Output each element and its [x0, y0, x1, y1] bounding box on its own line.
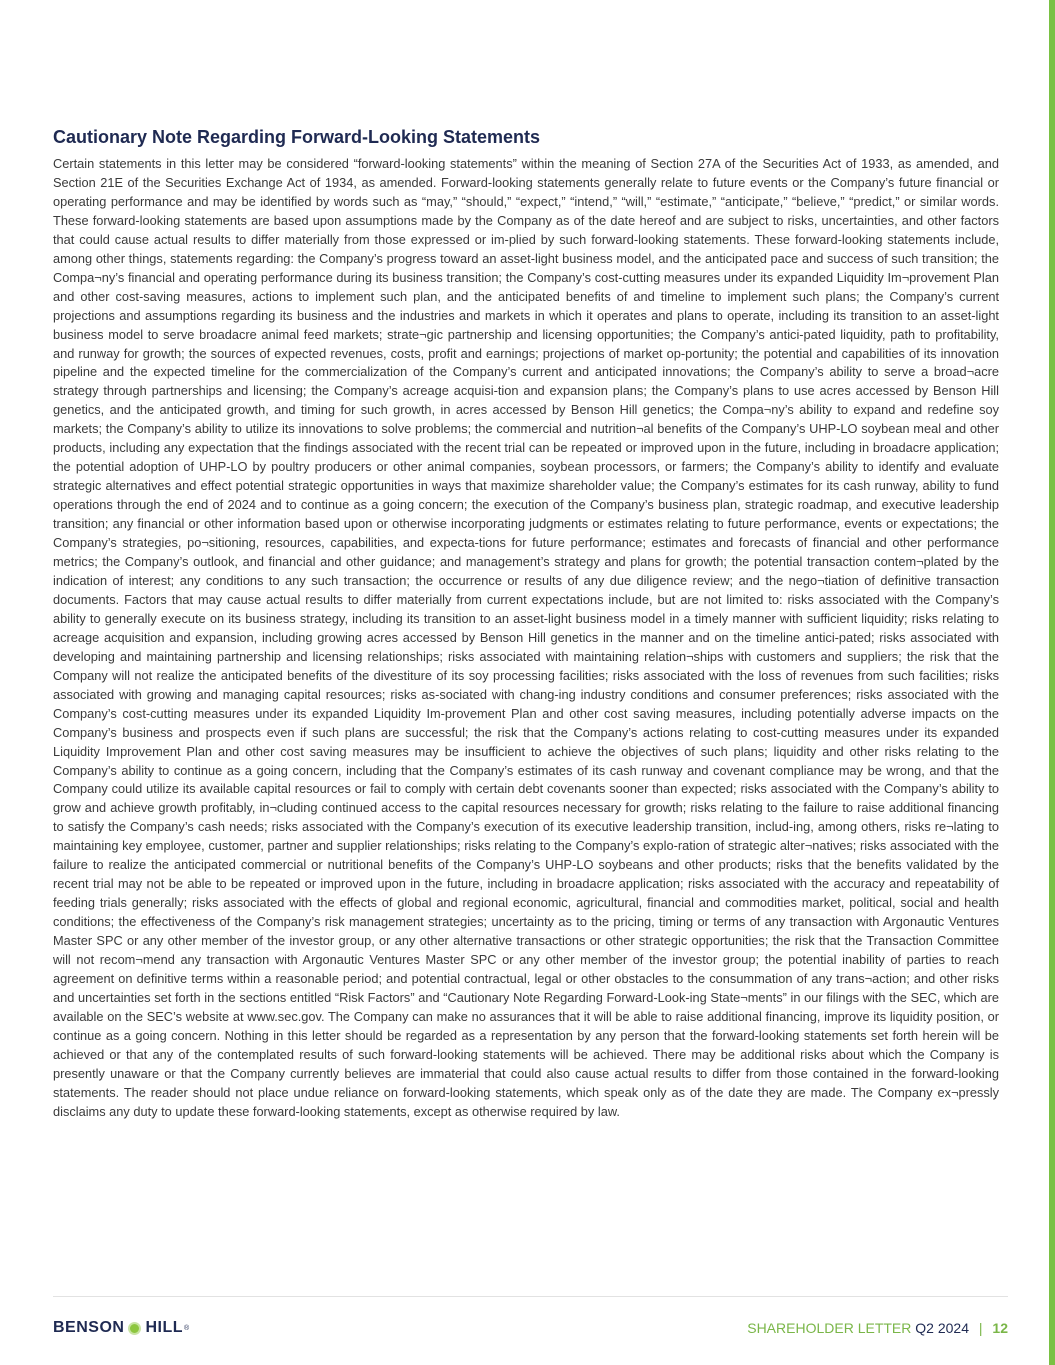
logo-word-benson: BENSON [53, 1319, 125, 1336]
footer-divider [53, 1296, 1008, 1297]
body-paragraph: Certain statements in this letter may be considered “forward-looking statements” within the meaning of Section 27A of the Securities Act of 1933, as amended, and Section 21E of the Securities Exchange Act of 1934, as amended. Forward-looking statements generally relate to future events or the Company’s future financial or operating performance and may be identified by words such as “may,” “should,” “expect,” “intend,” “will,” “estimate,” “anticipate,” “believe,” “predict,” or similar words. These forward-looking statements are based upon assumptions made by the Company as of the date hereof and are subject to risks, uncertainties, and other factors that could cause actual results to differ materially from those expressed or im-plied by such forward-looking statements. These forward-looking statements include, among other things, statements regarding: the Company’s progress toward an asset-light business model, and the anticipated pace and success of such transition; the Compa¬ny’s financial and operating performance during its business transition; the Company’s cost-cutting measures under its expanded Liquidity Im¬provement Plan and other cost-saving measures, actions to implement such plan, and the anticipated benefits of and timeline to implement such plans; the Company’s current projections and assumptions regarding its business and the industries and markets in which it operates and plans to operate, including its transition to an asset-light business model to serve broadacre animal feed markets; strate¬gic partnership and licensing opportunities; the Company’s antici-pated liquidity, path to profitability, and runway for growth; the sources of expected revenues, costs, profit and earnings; projections of market op-portunity; the potential and capabilities of its innovation pipeline and the expected timeline for the commercialization of the Company’s current and anticipated innovations; the Company’s ability to serve a broad¬acre strategy through partnerships and licensing; the Company’s acreage acquisi-tion and expansion plans; the Company’s plans to use acres accessed by Benson Hill genetics, and the anticipated growth, and timing for such growth, in acres accessed by Benson Hill genetics; the Compa¬ny’s ability to expand and redefine soy markets; the Company’s ability to utilize its innovations to solve problems; the commercial and nutrition¬al benefits of the Company’s UHP-LO soybean meal and other products, including any expectation that the findings associated with the recent trial can be repeated or improved upon in the future, including in broadacre application; the potential adoption of UHP-LO by poultry producers or other animal companies, soybean processors, or farmers; the Company’s ability to identify and evaluate strategic alternatives and effect potential strategic opportunities in ways that maximize shareholder value; the Company’s estimates for its cash runway, ability to fund operations through the end of 2024 and to continue as a going concern; the execution of the Company’s business plan, strategic roadmap, and executive leadership transition; any financial or other information based upon or otherwise incorporating judgments or estimates relating to future performance, events or expectations; the Company’s strategies, po¬sitioning, resources, capabilities, and expecta-tions for future performance; estimates and forecasts of financial and other performance metrics; the Company’s outlook, and financial and other guidance; and management’s strategy and plans for growth; the potential transaction contem¬plated by the indication of interest; any conditions to any such transaction; the occurrence or results of any due diligence review; and the nego¬tiation of definitive transaction documents. Factors that may cause actual results to differ materially from current expectations include, but are not limited to: risks associated with the Company’s ability to generally execute on its business strategy, including its transition to an asset-light business model in a timely manner with sufficient liquidity; risks relating to acreage acquisition and expansion, including growing acres accessed by Benson Hill genetics in the manner and on the timeline antici-pated; risks associated with developing and maintaining partnership and licensing relationships; risks associated with maintaining relation¬ships with customers and suppliers; the risk that the Company will not realize the anticipated benefits of the divestiture of its soy processing facilities; risks associated with the loss of revenues from such facilities; risks associated with growing and managing capital resources; risks as-sociated with chang-ing industry conditions and consumer preferences; risks associated with the Company’s cost-cutting measures under its expanded Liquidity Im-provement Plan and other cost saving measures, including potentially adverse impacts on the Company’s business and prospects even if such plans are successful; the risk that the Company’s actions relating to cost-cutting measures under its expanded Liquidity Improvement Plan and other cost saving measures may be insufficient to achieve the objectives of such plans; liquidity and other risks relating to the Company’s ability to continue as a going concern, including that the Company’s estimates of its cash runway and covenant compliance may be wrong, and that the Company could utilize its available capital resources or fail to comply with certain debt covenants sooner than expected; risks associated with the Company’s ability to grow and achieve growth profitably, in¬cluding continued access to the capital resources necessary for growth; risks relating to the failure to raise additional financing to satisfy the Company’s cash needs; risks associated with the Company’s execution of its executive leadership transition, includ-ing, among others, risks re¬lating to maintaining key employee, customer, partner and supplier relationships; risks relating to the Company’s explo-ration of strategic alter¬natives; risks associated with the failure to realize the anticipated commercial or nutritional benefits of the Company’s UHP-LO soybeans and other products; risks that the benefits validated by the recent trial may not be able to be repeated or improved upon in the future, including in broadacre application; risks associated with the accuracy and repeatability of feeding trials generally; risks associated with the effects of global and regional economic, agricultural, financial and commodities market, political, social and health conditions; the effectiveness of the Company’s risk management strategies; uncertainty as to the pricing, timing or terms of any transaction with Argonautic Ventures Master SPC or any other member of the investor group, or any other alternative transactions or other strategic opportunities; the risk that the Transaction Committee will not recom¬mend any transaction with Argonautic Ventures Master SPC or any other member of the investor group; the potential inability of parties to reach agreement on definitive terms within a reasonable period; and potential contractual, legal or other obstacles to the consummation of any trans¬action; and other risks and uncertainties set forth in the sections entitled “Risk Factors” and “Cautionary Note Regarding Forward-Look-ing State¬ments” in our filings with the SEC, which are available on the SEC’s website at www.sec.gov. The Company can make no assurances that it will be able to raise additional financing, improve its liquidity position, or continue as a going concern. Nothing in this letter should be regarded as a representation by any person that the forward-looking statements set forth herein will be achieved or that any of the contemplated results of such forward-looking statements will be achieved. There may be additional risks about which the Company is presently unaware or that the Company currently believes are immaterial that could also cause actual results to differ from those contained in the forward-looking statements. The reader should not place undue reliance on forward-looking statements, which speak only as of the date they are made. The Company ex¬pressly disclaims any duty to update these forward-looking statements, except as otherwise required by law. [53, 156, 999, 1119]
footer-page-info [747, 1320, 1008, 1336]
benson-hill-logo [53, 1318, 190, 1338]
footer-label: SHAREHOLDER LETTER [747, 1320, 912, 1336]
logo-dot-icon [128, 1322, 141, 1335]
footer-period: Q2 2024 [915, 1320, 969, 1336]
logo-registered-mark: ® [184, 1324, 190, 1332]
document-content [53, 125, 999, 1122]
page-edge-accent [1049, 0, 1055, 1365]
footer-separator: | [978, 1320, 983, 1336]
section-heading: Cautionary Note Regarding Forward-Looking Statements [53, 127, 541, 147]
logo-word-hill: HILL [145, 1319, 183, 1336]
page-number: 12 [992, 1320, 1008, 1336]
